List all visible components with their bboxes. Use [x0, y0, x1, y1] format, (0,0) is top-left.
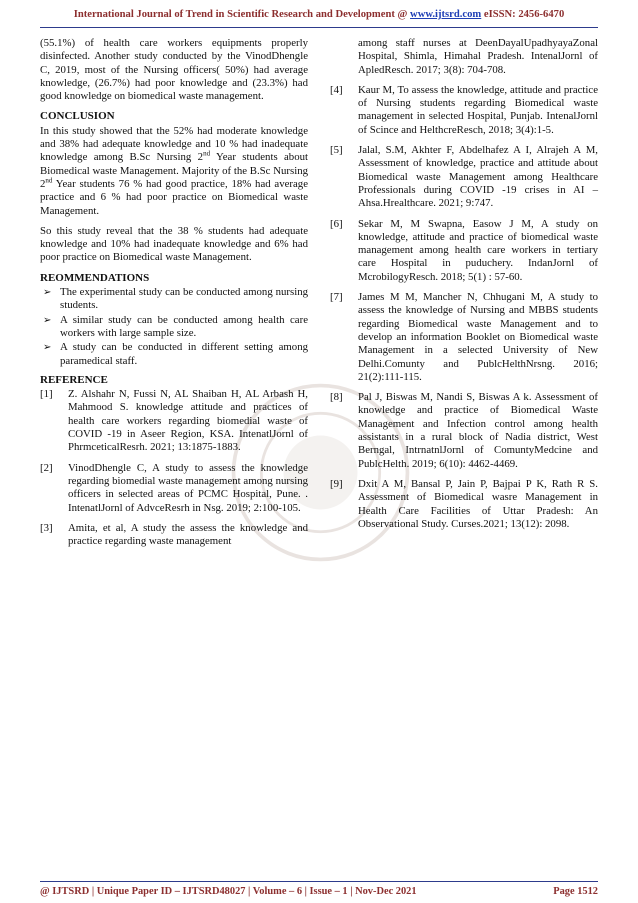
reference-text: VinodDhengle C, A study to assess the knowledge regarding biomedial waste management among nursing officers in selected areas of PCMC Hospital, Pune. . IntenatlJornl of AdvceResrh in Nsg. 2019; 2:100-105. [68, 461, 308, 514]
reference-item [330, 478, 598, 531]
reference-item [330, 391, 598, 471]
conclusion-paragraph-2: So this study reveal that the 38 % students had adequate knowledge and 10% had inadequate knowledge and 6% had poor practice on Biomedical waste Management. [40, 224, 308, 264]
arrow-bullet-icon: ➢ [43, 314, 52, 326]
reference-number: [9] [330, 477, 343, 490]
reference-text: Jalal, S.M, Akhter F, Abdelhafez A I, Alrajeh A M, Assessment of knowledge, practice and attitude about Biomedical waste Management among Healthcare Professionals during COVID -19 crises in AI – Ahsa.Hrealthcare. 2021; 9:747. [358, 144, 598, 210]
list-item: ➢ A study can be conducted in different setting among paramedical staff. [43, 341, 308, 367]
footer-paper-info: @ IJTSRD | Unique Paper ID – IJTSRD48027 | Volume – 6 | Issue – 1 | Nov-Dec 2021 [40, 886, 417, 897]
right-column [330, 37, 598, 538]
reference-text: James M M, Mancher N, Chhugani M, A study to assess the knowledge of Nursing and MBBS students regarding Biomedical waste Management and to develop an information Booklet on Biomedical waste Management in a selected University of New Delhi.Comunty and PublcHelthNrsng. 2016; 21(2):111-115. [358, 291, 598, 383]
reference-item [40, 522, 308, 549]
reference-item [40, 462, 308, 515]
arrow-bullet-icon: ➢ [43, 342, 52, 354]
recommendations-heading: REOMMENDATIONS [40, 271, 150, 284]
intro-paragraph: (55.1%) of health care workers equipments properly disinfected. Another study conducted by the VinodDhengle C, 2019, most of the Nursing officers( 50%) had average knowledge, (26.7%) had poor knowledge and (23.3%) had good knowledge on biomedical waste management. [40, 37, 308, 103]
journal-title: International Journal of Trend in Scientific Research and Development @ [73, 9, 411, 20]
reference-text: Amita, et al, A study the assess the knowledge and practice regarding waste management [68, 521, 308, 548]
arrow-bullet-icon: ➢ [43, 287, 52, 299]
reference-number: [3] [40, 521, 53, 534]
reference-number: [7] [330, 291, 343, 304]
reference-item [40, 388, 308, 454]
header-rule [40, 27, 598, 28]
list-item: ➢ The experimental study can be conducted among nursing students. [43, 286, 308, 312]
footer-rule [40, 881, 598, 882]
journal-issn: eISSN: 2456-6470 [481, 9, 565, 20]
reference-number: [5] [330, 144, 343, 157]
reference-text: Kaur M, To assess the knowledge, attitude and practice of Nursing students regarding Biomedical waste management in selected Hospital, Punjab. IntenalJornl of Scince and HelthcreResch, 2018; 3(4):1-5. [358, 83, 598, 136]
reference-3-continuation: among staff nurses at DeenDayalUpadhyayaZonal Hospital, Shimla, Himahal Pradesh. IntenalJornl of ApledResch. 2017; 3(8): 704-708. [358, 37, 598, 76]
reference-number: [6] [330, 217, 343, 230]
reference-number: [2] [40, 461, 53, 474]
page-footer [40, 886, 598, 897]
reference-number: [8] [330, 391, 343, 404]
reference-item [330, 291, 598, 384]
reference-text: Sekar M, M Swapna, Easow J M, A study on knowledge, attitude and practice of biomedical waste management among health care workers in tertiary care Hospital in puduchery. IndanJornl of McrobilogyResch. 2018; 5(1) : 57-60. [358, 217, 598, 283]
conclusion-heading: CONCLUSION [40, 110, 115, 123]
recommendations-list [40, 286, 308, 368]
conclusion-paragraph-1: In this study showed that the 52% had moderate knowledge and 38% had adequate knowledge and 10 % had inadequate knowledge among B.Sc Nursing 2nd Year students about Biomedical waste Management. Majority of the B.Sc Nursing 2nd Year students 76 % had good practice, 18% had average practice and 6 % had poor practice on Biomedical waste Management. [40, 124, 308, 217]
journal-header [0, 9, 638, 20]
left-column [40, 37, 308, 555]
reference-number: [4] [330, 83, 343, 96]
reference-text: Z. Alshahr N, Fussi N, AL Shaiban H, AL Arbash H, Mahmood S. knowledge attitude and practices of health care workers regarding biomedial waste of COVID -19 in Aseer Region, KSA. IntenatlJornl of PhrmceticalResrh. 2021; 13:1875-1883. [68, 388, 308, 454]
reference-number: [1] [40, 388, 53, 401]
page-number: Page 1512 [553, 886, 598, 897]
reference-text: Pal J, Biswas M, Nandi S, Biswas A k. Assessment of knowledge and practice of Biomedical Waste Management and Infection control among health assistants in a rural block of Nadia district, West Berngal, IntrnatnlJornl of ComuntyMedcine and PublcHelth. 2019; 6(10): 4462-4469. [358, 391, 598, 470]
reference-item [330, 218, 598, 284]
reference-heading: REFERENCE [40, 373, 108, 386]
journal-website-link[interactable]: www.ijtsrd.com [410, 9, 482, 20]
list-item: ➢ A similar study can be conducted among health care workers with large sample size. [43, 313, 308, 339]
reference-text: Dxit A M, Bansal P, Jain P, Bajpai P K, Rath R S. Assessment of Biomedical wasre Management in Health Care Facilities of Uttar Pradesh: An Observational Study. Curses.2021; 13(12): 2098. [358, 477, 598, 530]
reference-item [330, 144, 598, 210]
reference-item [330, 84, 598, 137]
